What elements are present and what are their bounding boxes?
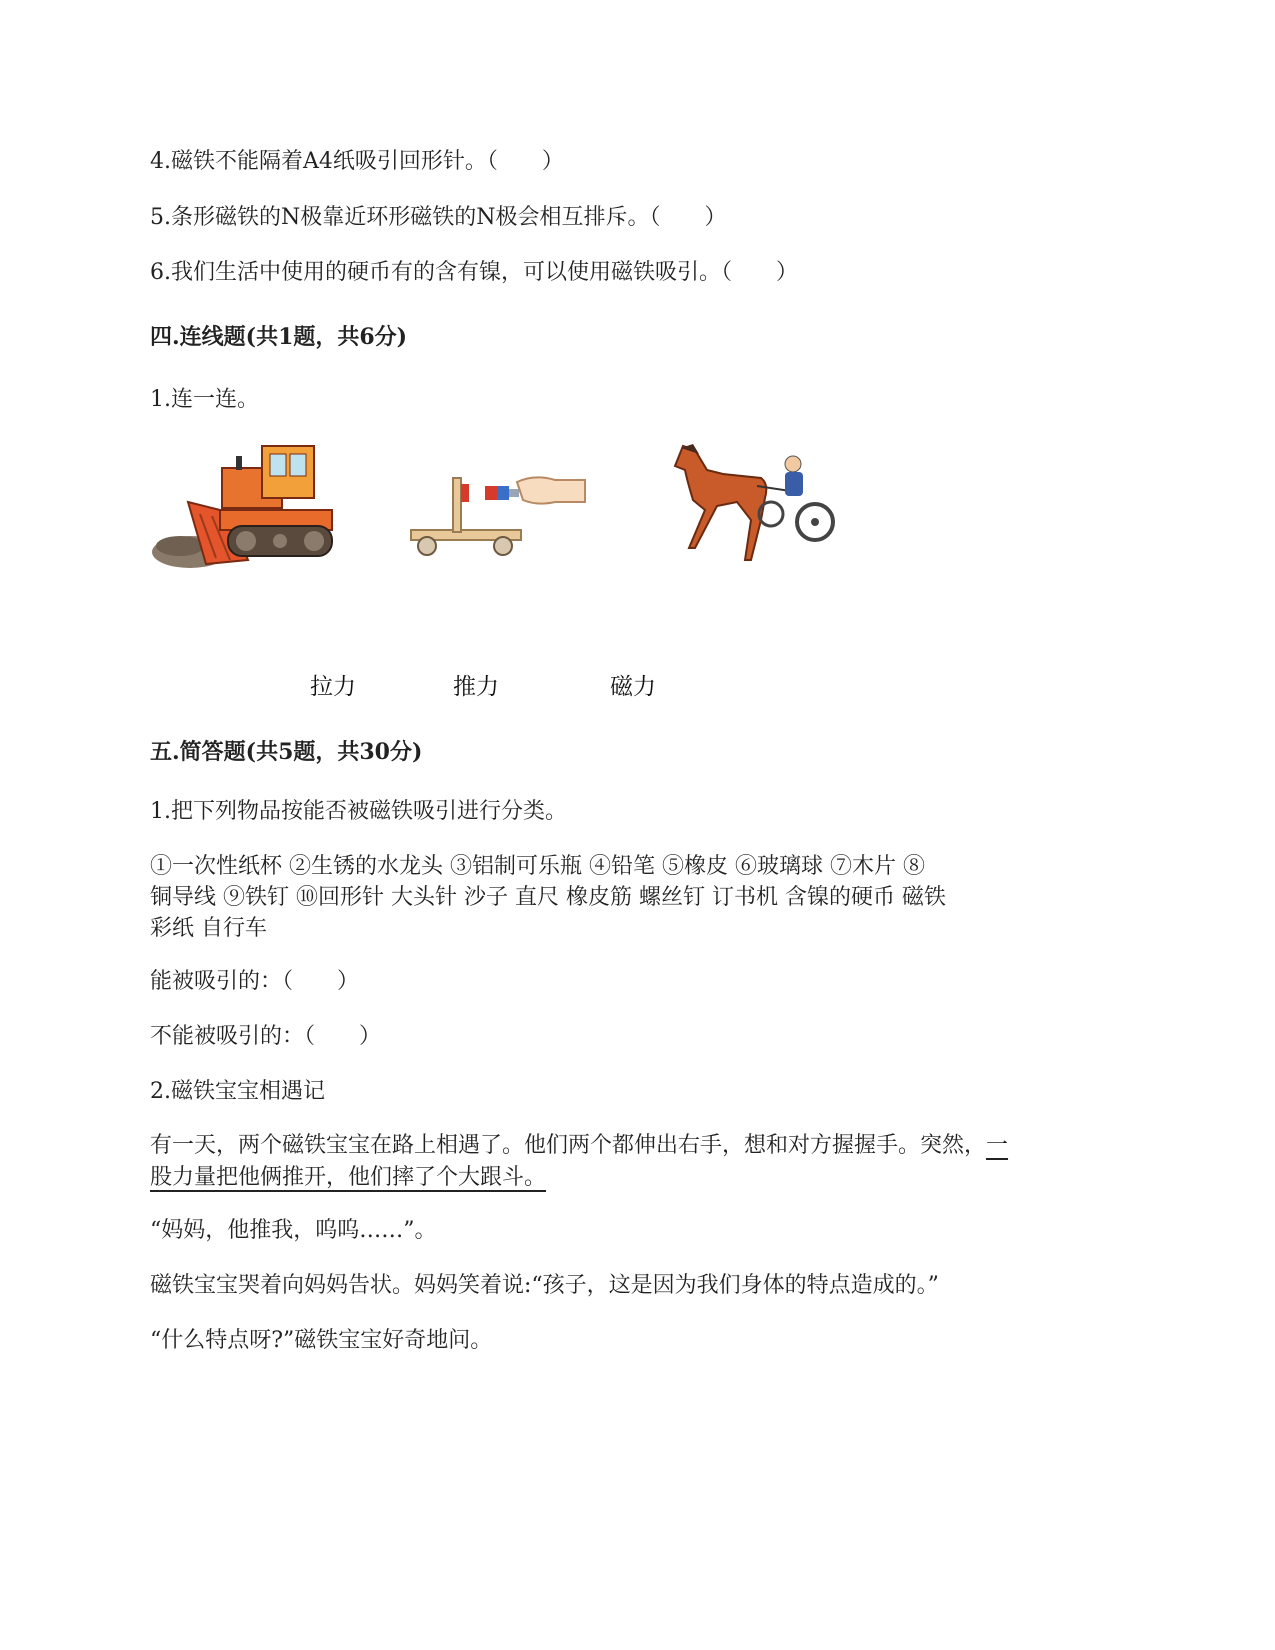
section-4-question-1: 1.连一连。 <box>150 387 259 412</box>
story-paragraph-3: 磁铁宝宝哭着向妈妈告状。妈妈笑着说:“孩子，这是因为我们身体的特点造成的。” <box>150 1273 939 1298</box>
story-text: 有一天，两个磁铁宝宝在路上相遇了。他们两个都伸出右手，想和对方握握手。突然， <box>150 1133 987 1158</box>
force-label-push: 推力 <box>453 674 499 700</box>
force-label-magnetic: 磁力 <box>610 674 656 700</box>
force-label-pull: 拉力 <box>310 674 356 700</box>
story-paragraph-4: “什么特点呀?”磁铁宝宝好奇地问。 <box>150 1328 493 1353</box>
question-6: 6.我们生活中使用的硬币有的含有镍，可以使用磁铁吸引。（ ） <box>150 260 798 285</box>
horse-cart-image <box>665 440 835 565</box>
underlined-text: 股力量把他俩推开，他们摔了个大跟斗。 <box>150 1165 547 1190</box>
section-5-heading: 五.简答题(共5题，共30分) <box>150 739 423 765</box>
items-line-2: 铜导线 ⑨铁钉 ⑩回形针 大头针 沙子 直尺 橡皮筋 螺丝钉 订书机 含镍的硬币 磁铁 <box>150 885 946 910</box>
story-paragraph-1 <box>150 1130 1125 1194</box>
not-attracted-answer: 不能被吸引的：（ ） <box>150 1024 382 1049</box>
section-5-question-1: 1.把下列物品按能否被磁铁吸引进行分类。 <box>150 799 567 824</box>
bulldozer-image <box>150 440 350 580</box>
section-5-question-2: 2.磁铁宝宝相遇记 <box>150 1079 325 1104</box>
question-4: 4.磁铁不能隔着A4纸吸引回形针。（ ） <box>150 149 564 174</box>
question-5: 5.条形磁铁的N极靠近环形磁铁的N极会相互排斥。（ ） <box>150 205 727 230</box>
items-line-3: 彩纸 自行车 <box>150 916 267 941</box>
items-line-1: ①一次性纸杯 ②生锈的水龙头 ③铝制可乐瓶 ④铅笔 ⑤橡皮 ⑥玻璃球 ⑦木片 ⑧ <box>150 854 925 879</box>
underlined-text: 一 <box>986 1133 1009 1158</box>
attracted-answer: 能被吸引的：（ ） <box>150 969 360 994</box>
magnet-cart-image <box>405 470 590 565</box>
section-4-heading: 四.连线题(共1题，共6分) <box>150 324 408 350</box>
story-paragraph-2: “妈妈，他推我，呜呜……”。 <box>150 1218 437 1243</box>
